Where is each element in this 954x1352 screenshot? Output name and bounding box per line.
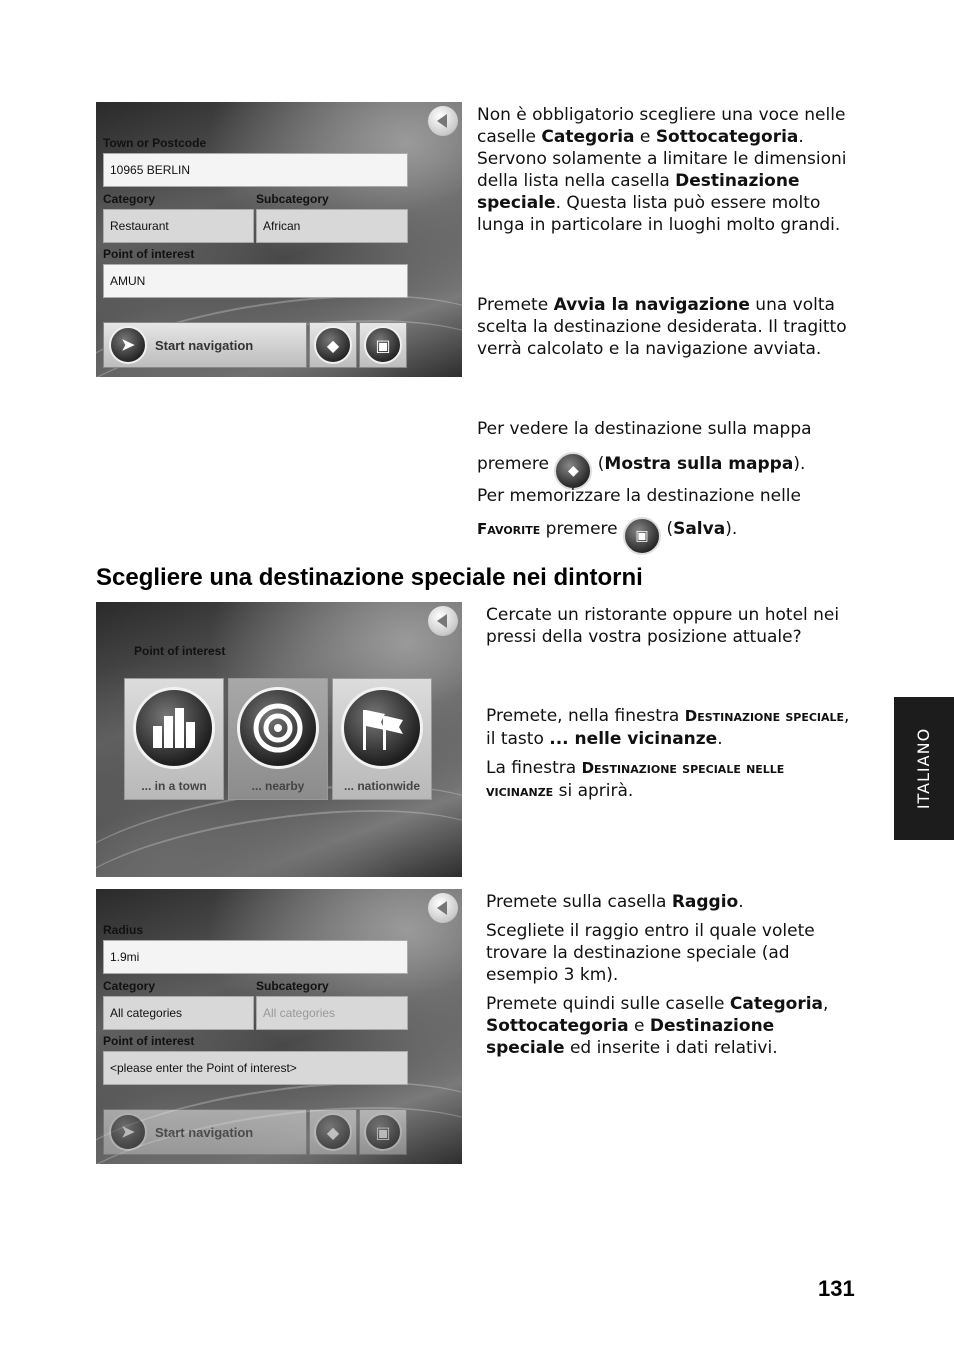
in-a-town-label: ... in a town — [141, 779, 207, 793]
back-arrow-icon — [437, 614, 447, 628]
nationwide-label: ... nationwide — [343, 779, 420, 793]
paragraph-optional-fields: Non è obbligatorio scegliere una voce nelle caselle Categoria e Sottocategoria. Servono solamente a limitare le dimensioni della lista nella casella Destinazione speciale. Questa lista può essere molto lunga in particolare in luoghi molto grandi. — [477, 105, 847, 235]
category-label: Category — [103, 979, 156, 993]
poi-label: Point of interest — [103, 247, 195, 261]
subcategory-label: Subcategory — [256, 979, 329, 993]
navigation-arrow-icon: ➤ — [109, 1113, 147, 1151]
paragraph-window-opens: La finestra Destinazione speciale nelle vicinanze si aprirà. — [486, 758, 785, 801]
paragraph-search-nearby: Cercate un ristorante oppure un hotel nei pressi della vostra posizione attuale? — [486, 605, 840, 647]
poi-field[interactable]: AMUN — [103, 264, 408, 298]
paragraph-press-nearby: Premete, nella finestra Destinazione speciale, il tasto ... nelle vicinanze. — [486, 706, 850, 749]
map-icon: ◆ — [314, 326, 352, 364]
back-button[interactable] — [428, 893, 458, 923]
save-disk-icon: ▣ — [364, 1113, 402, 1151]
map-icon: ◆ — [554, 452, 592, 490]
navigation-arrow-icon: ➤ — [109, 326, 147, 364]
nearby-label: ... nearby — [251, 779, 305, 793]
flags-icon — [341, 687, 423, 769]
show-on-map-button[interactable] — [309, 1109, 357, 1155]
paragraph-save-2: Favorite premere ▣ (Salva). — [477, 511, 857, 555]
flags-icon-shape — [359, 706, 405, 750]
subcategory-label: Subcategory — [256, 192, 329, 206]
back-arrow-icon — [437, 114, 447, 128]
language-label: ITALIANO — [914, 727, 934, 810]
poi-search-screen — [96, 102, 462, 377]
paragraph-save: Per memorizzare la destinazione nelle — [477, 486, 801, 506]
radius-field[interactable]: 1.9mi — [103, 940, 408, 974]
paragraph-choose-radius: Scegliete il raggio entro il quale volete trovare la destinazione speciale (ad esempio 3 km). — [486, 921, 815, 985]
subcategory-field[interactable]: African — [256, 209, 408, 243]
paragraph-fill-fields: Premete quindi sulle caselle Categoria, Sottocategoria e Destinazione speciale ed inserite i dati relativi. — [486, 994, 829, 1058]
save-button[interactable] — [359, 322, 407, 368]
town-label: Town or Postcode — [103, 136, 207, 150]
target-icon — [237, 687, 319, 769]
nearby-button[interactable] — [228, 678, 328, 800]
category-label: Category — [103, 192, 156, 206]
start-navigation-button[interactable] — [103, 322, 307, 368]
poi-label: Point of interest — [103, 1034, 195, 1048]
paragraph-press-radius: Premete sulla casella Raggio. — [486, 892, 744, 912]
back-arrow-icon — [437, 901, 447, 915]
start-navigation-label: Start navigation — [155, 1124, 254, 1140]
poi-screen-title: Point of interest — [134, 644, 226, 658]
page-number: 131 — [818, 1276, 855, 1301]
start-navigation-label: Start navigation — [155, 337, 254, 353]
section-heading: Scegliere una destinazione speciale nei dintorni — [96, 564, 643, 591]
poi-mode-screen — [96, 602, 462, 877]
city-buildings-icon — [133, 687, 215, 769]
back-button[interactable] — [428, 106, 458, 136]
show-on-map-button[interactable] — [309, 322, 357, 368]
paragraph-show-map: Per vedere la destinazione sulla mappa — [477, 419, 812, 439]
paragraph-start-navigation: Premete Avvia la navigazione una volta scelta la destinazione desiderata. Il tragitto verrà calcolato e la navigazione avviata. — [477, 295, 847, 359]
city-buildings-icon-shape — [151, 708, 197, 748]
map-icon: ◆ — [314, 1113, 352, 1151]
category-field[interactable]: All categories — [103, 996, 254, 1030]
poi-field[interactable]: <please enter the Point of interest> — [103, 1051, 408, 1085]
category-field[interactable]: Restaurant — [103, 209, 254, 243]
start-navigation-button[interactable] — [103, 1109, 307, 1155]
language-side-tab — [894, 697, 954, 840]
target-icon-shape — [253, 703, 303, 753]
town-field[interactable]: 10965 BERLIN — [103, 153, 408, 187]
subcategory-field[interactable]: All categories — [256, 996, 408, 1030]
save-disk-icon: ▣ — [623, 517, 661, 555]
poi-nearby-screen — [96, 889, 462, 1164]
radius-label: Radius — [103, 923, 144, 937]
in-a-town-button[interactable] — [124, 678, 224, 800]
back-button[interactable] — [428, 606, 458, 636]
save-disk-icon: ▣ — [364, 326, 402, 364]
nationwide-button[interactable] — [332, 678, 432, 800]
paragraph-show-map-2: premere ◆ (Mostra sulla mappa). — [477, 446, 857, 490]
save-button[interactable] — [359, 1109, 407, 1155]
